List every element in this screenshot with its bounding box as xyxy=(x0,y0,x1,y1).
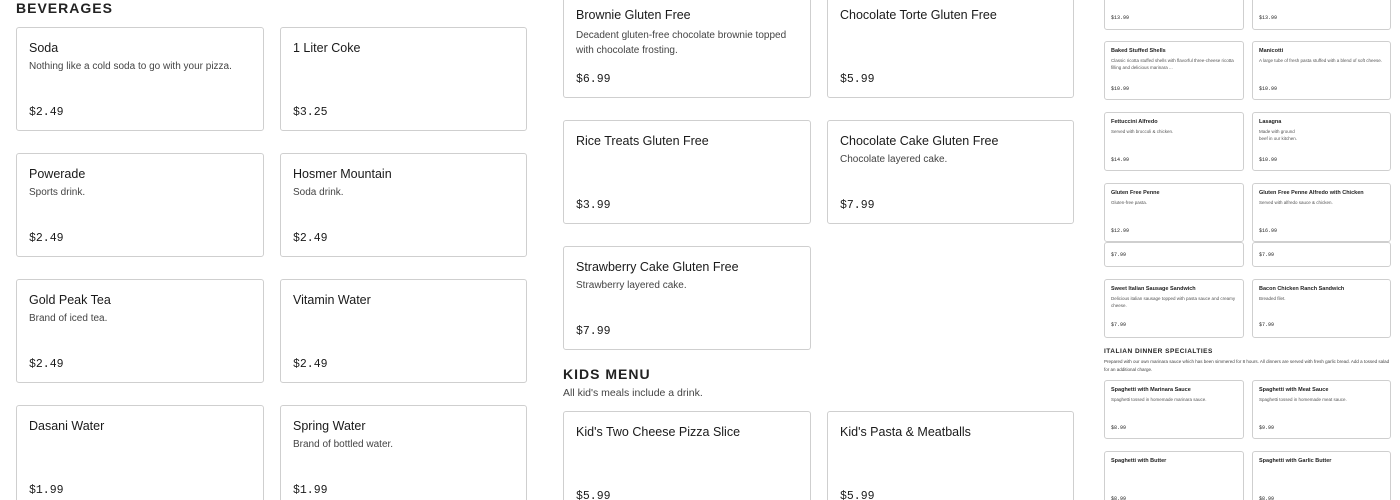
item-name: Baked Stuffed Shells xyxy=(1111,48,1166,54)
menu-item-soda[interactable] xyxy=(16,27,264,131)
item-desc: A large tube of fresh pasta stuffed with a blend of soft cheese. xyxy=(1259,58,1382,63)
menu-item-price-only[interactable] xyxy=(1104,242,1244,267)
item-price: $10.99 xyxy=(1259,157,1278,163)
kids-menu-subtitle: All kid's meals include a drink. xyxy=(563,387,703,399)
item-price: $8.99 xyxy=(1111,425,1127,431)
item-price: $10.99 xyxy=(1111,86,1130,92)
item-price: $7.99 xyxy=(840,199,875,212)
item-name: Kid's Two Cheese Pizza Slice xyxy=(576,425,741,439)
beverages-heading: BEVERAGES xyxy=(16,0,113,16)
item-desc: Soda drink. xyxy=(293,187,344,198)
menu-item-price-only[interactable] xyxy=(1252,242,1391,267)
item-desc: Brand of bottled water. xyxy=(293,439,394,450)
item-name: 1 Liter Coke xyxy=(293,41,361,55)
item-price: $5.99 xyxy=(840,73,875,86)
menu-item-dasani-water[interactable] xyxy=(16,405,264,500)
item-desc: Gluten-free pasta. xyxy=(1111,200,1148,205)
item-name: Spaghetti with Marinara Sauce xyxy=(1111,387,1191,393)
item-price: $8.99 xyxy=(1111,496,1127,500)
menu-item-kids-two-cheese-pizza-slice[interactable] xyxy=(563,411,811,500)
menu-item-hosmer-mountain[interactable] xyxy=(280,153,527,257)
item-name: Fettuccini Alfredo xyxy=(1111,119,1158,125)
item-desc: Brand of iced tea. xyxy=(29,313,108,324)
menu-item-kids-pasta-meatballs[interactable] xyxy=(827,411,1074,500)
menu-item-fettuccini-alfredo[interactable] xyxy=(1104,112,1244,171)
item-name: Dasani Water xyxy=(29,419,105,433)
item-name: Powerade xyxy=(29,167,86,181)
item-name: Vitamin Water xyxy=(293,293,371,307)
kids-menu-heading: KIDS MENU xyxy=(563,366,651,382)
menu-item-gluten-free-penne[interactable] xyxy=(1104,183,1244,242)
item-price: $14.99 xyxy=(1111,157,1130,163)
item-price: $16.99 xyxy=(1259,228,1278,234)
item-name: Kid's Pasta & Meatballs xyxy=(840,425,971,439)
item-desc: Chocolate layered cake. xyxy=(840,154,948,165)
item-price: $3.99 xyxy=(576,199,611,212)
item-price: $7.99 xyxy=(576,325,611,338)
item-name: Bacon Chicken Ranch Sandwich xyxy=(1259,286,1345,292)
item-price: $8.99 xyxy=(1259,496,1275,500)
menu-item-vitamin-water[interactable] xyxy=(280,279,527,383)
item-desc: Breaded filet. xyxy=(1259,296,1286,301)
item-desc: Spaghetti tossed in homemade meat sauce. xyxy=(1259,397,1347,402)
menu-item-baked-stuffed-shells[interactable] xyxy=(1104,41,1244,100)
item-price: $13.99 xyxy=(1111,15,1130,21)
item-desc: Served with alfredo sauce & chicken. xyxy=(1259,200,1333,205)
menu-item-spaghetti-marinara[interactable] xyxy=(1104,380,1244,439)
item-name: Gluten Free Penne Alfredo with Chicken xyxy=(1259,190,1364,196)
item-price: $9.99 xyxy=(1259,425,1275,431)
item-price: $2.49 xyxy=(29,358,64,371)
item-name: Gluten Free Penne xyxy=(1111,190,1160,196)
menu-item-spaghetti-meat-sauce[interactable] xyxy=(1252,380,1391,439)
item-price: $2.49 xyxy=(29,232,64,245)
item-name: Soda xyxy=(29,41,59,55)
item-price: $5.99 xyxy=(840,490,875,500)
menu-item-chocolate-cake-gluten-free[interactable] xyxy=(827,120,1074,224)
item-price: $7.99 xyxy=(1259,252,1275,258)
item-desc: Nothing like a cold soda to go with your pizza. xyxy=(29,61,232,72)
item-price: $10.99 xyxy=(1259,86,1278,92)
menu-item-spaghetti-garlic-butter[interactable] xyxy=(1252,451,1391,500)
menu-item-gold-peak-tea[interactable] xyxy=(16,279,264,383)
item-name: Sweet Italian Sausage Sandwich xyxy=(1111,286,1196,292)
item-price: $6.99 xyxy=(576,73,611,86)
italian-dinner-description: Prepared with our own marinara sauce which has been simmered for 8 hours. All dinners are served with fresh garlic bread. Add a tossed salad for an additional charge. xyxy=(1104,359,1390,372)
menu-item-bacon-chicken-ranch-sandwich[interactable] xyxy=(1252,279,1391,338)
menu-item-rice-treats-gluten-free[interactable] xyxy=(563,120,811,224)
menu-item-manicotti[interactable] xyxy=(1252,41,1391,100)
item-desc: Classic ricotta stuffed shells with flavorful three-cheese ricotta filling and delicious marinara ... xyxy=(1111,58,1234,71)
item-price: $2.49 xyxy=(293,358,328,371)
item-name: Spring Water xyxy=(293,419,366,433)
item-price: $7.99 xyxy=(1111,322,1127,328)
menu-item-gluten-free-penne-alfredo-with-chicken[interactable] xyxy=(1252,183,1391,242)
item-name: Spaghetti with Butter xyxy=(1111,458,1167,464)
menu-item-strawberry-cake-gluten-free[interactable] xyxy=(563,246,811,350)
menu-item-spring-water[interactable] xyxy=(280,405,527,500)
item-name: Spaghetti with Garlic Butter xyxy=(1259,458,1332,464)
item-desc: Strawberry layered cake. xyxy=(576,280,687,291)
item-price: $7.99 xyxy=(1111,252,1127,258)
item-price: $5.99 xyxy=(576,490,611,500)
item-desc: Sports drink. xyxy=(29,187,86,198)
item-name: Hosmer Mountain xyxy=(293,167,392,181)
item-name: Strawberry Cake Gluten Free xyxy=(576,260,739,274)
item-name: Lasagna xyxy=(1259,119,1282,125)
item-price: $7.99 xyxy=(1259,322,1275,328)
item-name: Manicotti xyxy=(1259,48,1284,54)
menu-item-lasagna[interactable] xyxy=(1252,112,1391,171)
menu-item-sweet-italian-sausage-sandwich[interactable] xyxy=(1104,279,1244,338)
item-desc: Served with broccoli & chicken. xyxy=(1111,129,1174,134)
item-price: $1.99 xyxy=(293,484,328,497)
item-price: $2.49 xyxy=(293,232,328,245)
menu-item-1-liter-coke[interactable] xyxy=(280,27,527,131)
menu-item-spaghetti-butter[interactable] xyxy=(1104,451,1244,500)
item-name: Spaghetti with Meat Sauce xyxy=(1259,387,1329,393)
item-name: Gold Peak Tea xyxy=(29,293,111,307)
item-price: $3.25 xyxy=(293,106,328,119)
menu-item-partial[interactable] xyxy=(1252,0,1391,30)
menu-item-brownie-gluten-free[interactable] xyxy=(563,0,811,98)
item-price: $2.49 xyxy=(29,106,64,119)
item-name: Brownie Gluten Free xyxy=(576,8,691,22)
item-desc: Decadent gluten-free chocolate brownie topped with chocolate frosting. xyxy=(576,30,787,56)
italian-dinner-heading: ITALIAN DINNER SPECIALTIES xyxy=(1104,348,1213,355)
menu-item-chocolate-torte-gluten-free[interactable] xyxy=(827,0,1074,98)
item-name: Chocolate Cake Gluten Free xyxy=(840,134,999,148)
item-desc: Delicious italian sausage topped with pasta sauce and creamy cheese. xyxy=(1111,296,1236,309)
item-name: Chocolate Torte Gluten Free xyxy=(840,8,997,22)
item-desc: Made with ground beef in our kitchen. xyxy=(1259,129,1298,142)
item-price: $1.99 xyxy=(29,484,64,497)
item-price: $12.99 xyxy=(1111,228,1130,234)
item-price: $13.99 xyxy=(1259,15,1278,21)
menu-item-partial[interactable] xyxy=(1104,0,1244,30)
item-name: Rice Treats Gluten Free xyxy=(576,134,709,148)
menu-item-powerade[interactable] xyxy=(16,153,264,257)
item-desc: Spaghetti tossed in homemade marinara sauce. xyxy=(1111,397,1207,402)
